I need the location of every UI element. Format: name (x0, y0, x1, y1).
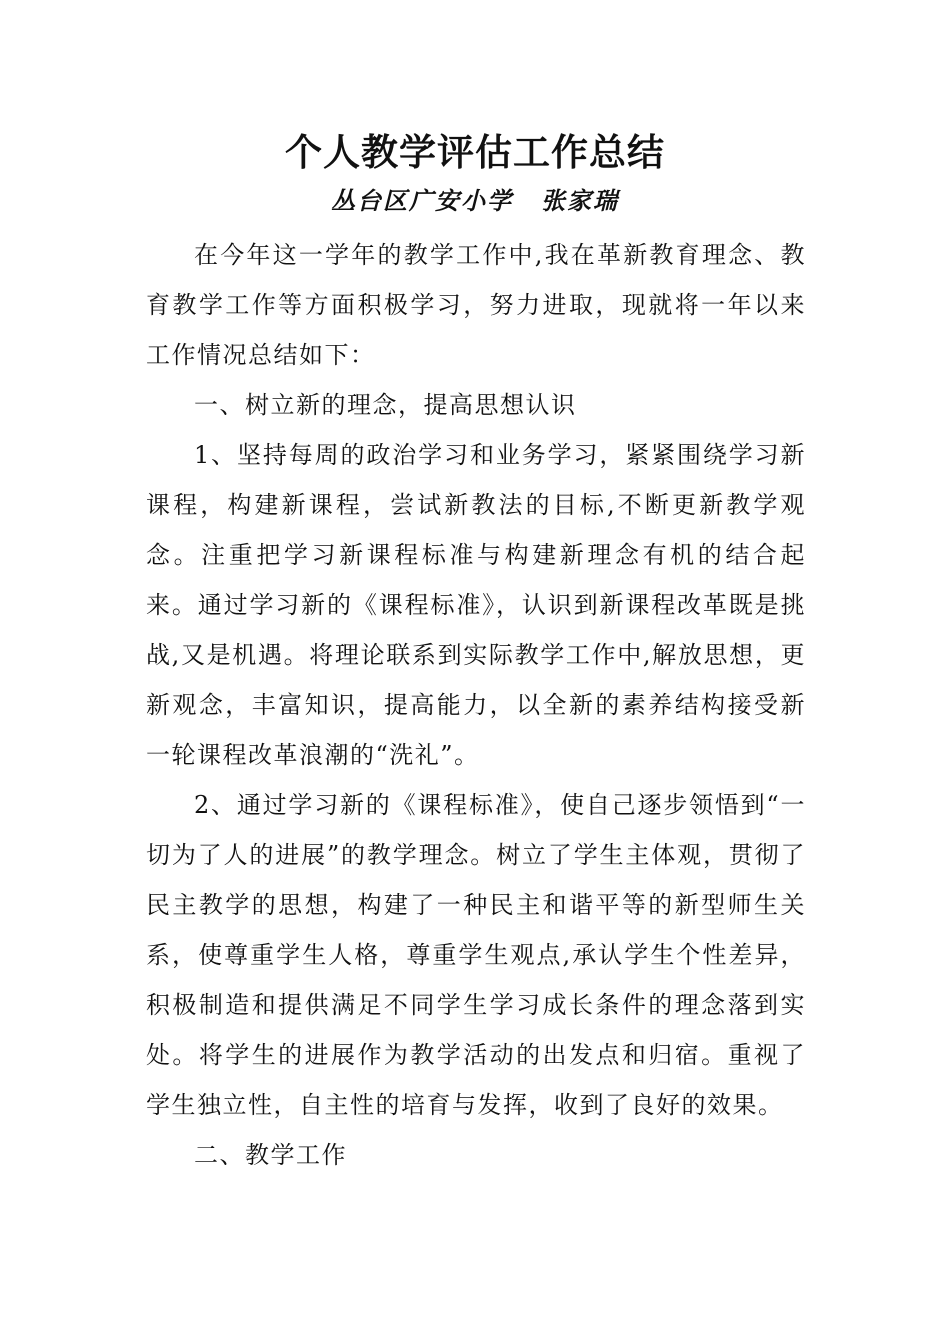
document-author-line (0, 185, 950, 217)
paragraph-item-2: 2、通过学习新的《课程标准》，使自己逐步领悟到“一切为了人的进展”的教学理念。树立了学生主体观，贯彻了民主教学的思想，构建了一种民主和谐平等的新型师生关系，使尊重学生人格，尊重学生观点,承认学生个性差异，积极制造和提供满足不同学生学习成长条件的理念落到实处。将学生的进展作为教学活动的出发点和归宿。重视了学生独立性，自主性的培育与发挥，收到了良好的效果。 (146, 791, 806, 1119)
document-body (146, 230, 806, 1180)
paragraph-item-1: 1、坚持每周的政治学习和业务学习，紧紧围绕学习新课程，构建新课程，尝试新教法的目标,不断更新教学观念。注重把学习新课程标准与构建新理念有机的结合起来。通过学习新的《课程标准》，认识到新课程改革既是挑战,又是机遇。将理论联系到实际教学工作中,解放思想，更新观念，丰富知识，提高能力，以全新的素养结构接受新一轮课程改革浪潮的“洗礼”。 (146, 441, 806, 769)
author-school: 丛台区广安小学 (331, 186, 513, 215)
author-name: 张家瑞 (541, 186, 619, 215)
document-title: 个人教学评估工作总结 (285, 130, 665, 174)
section-heading-2: 二、教学工作 (194, 1141, 347, 1169)
section-heading-1: 一、树立新的理念，提高思想认识 (194, 391, 577, 419)
paragraph-intro: 在今年这一学年的教学工作中,我在革新教育理念、教育教学工作等方面积极学习，努力进取，现就将一年以来工作情况总结如下： (146, 241, 806, 369)
